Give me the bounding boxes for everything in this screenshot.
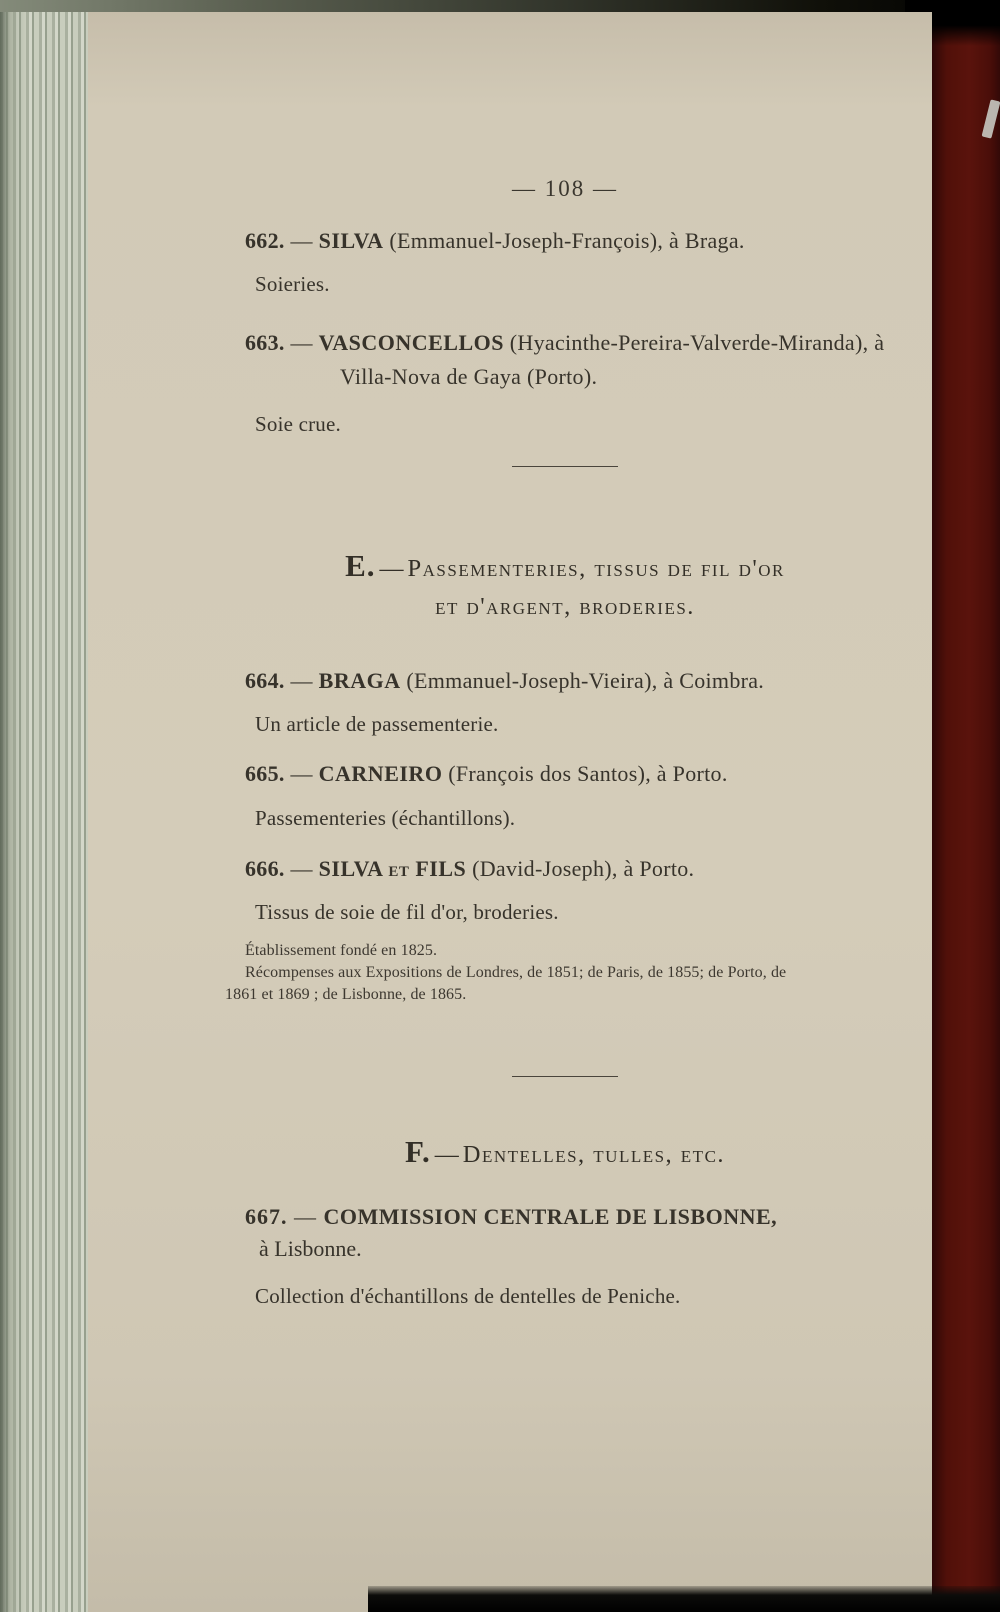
dash: — xyxy=(379,556,404,582)
note-awards: Récompenses aux Expositions de Londres, de 1851; de Paris, de 1855; de Porto, de 1861 et 1869 ; de Lisbonne, de 1865. xyxy=(225,964,787,1003)
section-title: Dentelles, tulles, etc. xyxy=(462,1141,726,1168)
section-header-f xyxy=(245,1134,885,1170)
entry-detail: Soie crue. xyxy=(255,412,341,436)
exhibitor-name: COMMISSION CENTRALE DE LISBONNE, xyxy=(323,1204,778,1229)
entry-number: 662. xyxy=(245,228,285,253)
section-title-line2 xyxy=(245,593,885,621)
separator-rule xyxy=(245,466,885,467)
separator-rule xyxy=(245,1076,885,1077)
dash: — xyxy=(290,761,313,786)
section-title-line1 xyxy=(245,1134,885,1170)
section-letter: E. xyxy=(345,548,376,583)
entry-detail: Soieries. xyxy=(255,272,330,296)
page-number: — 108 — xyxy=(512,176,618,201)
entry-number: 665. xyxy=(245,761,285,786)
note-founded: Établissement fondé en 1825. xyxy=(245,942,438,959)
section-title-line1 xyxy=(245,548,885,584)
catalog-entry-663 xyxy=(245,326,885,394)
entry-rest: (François dos Santos), à Porto. xyxy=(448,761,728,786)
entry-rest: (Emmanuel-Joseph-Vieira), à Coimbra. xyxy=(406,668,765,693)
section-title: et d'argent, broderies. xyxy=(435,593,695,620)
entry-number: 666. xyxy=(245,856,285,881)
dash: — xyxy=(290,228,313,253)
exhibitor-name: SILVA xyxy=(318,228,384,253)
exhibitor-name: SILVA et FILS xyxy=(318,856,467,881)
catalog-entry-665 xyxy=(245,757,885,791)
exhibitor-name: CARNEIRO xyxy=(318,761,443,786)
dash: — xyxy=(290,856,313,881)
entry-number: 664. xyxy=(245,668,285,693)
catalog-entry-667 xyxy=(245,1200,885,1234)
entry-address: à Lisbonne. xyxy=(259,1236,362,1261)
entry-detail: Un article de passementerie. xyxy=(255,712,499,736)
entry-number: 663. xyxy=(245,330,285,355)
dash: — xyxy=(290,668,313,693)
entry-notes xyxy=(225,940,815,1006)
catalog-entry-666 xyxy=(245,852,885,886)
scan-shadow-bottom xyxy=(368,1586,1000,1612)
dash: — xyxy=(290,330,313,355)
section-title: Passementeries, tissus de fil d'or xyxy=(407,555,785,582)
catalog-entry-664 xyxy=(245,664,885,698)
exhibitor-name: BRAGA xyxy=(318,668,401,693)
catalog-entry-662 xyxy=(245,224,885,258)
exhibitor-name: VASCONCELLOS xyxy=(318,330,504,355)
section-header-e xyxy=(245,548,885,621)
entry-detail: Passementeries (échantillons). xyxy=(255,806,516,830)
entry-detail: Collection d'échantillons de dentelles de Peniche. xyxy=(255,1284,681,1308)
entry-detail: Tissus de soie de fil d'or, broderies. xyxy=(255,900,559,924)
entry-rest: (Hyacinthe-Pereira-Valverde-Miranda), à Villa-Nova de Gaya (Porto). xyxy=(340,330,885,390)
entry-rest: (David-Joseph), à Porto. xyxy=(472,856,695,881)
page-surface xyxy=(88,12,932,1612)
dash: — xyxy=(434,1142,459,1168)
entry-rest: (Emmanuel-Joseph-François), à Braga. xyxy=(389,228,745,253)
page-stack-edges xyxy=(0,12,88,1612)
section-letter: F. xyxy=(404,1134,431,1169)
entry-number: 667. xyxy=(245,1204,288,1229)
book-cover-edge xyxy=(932,0,1000,1612)
dash: — xyxy=(294,1204,317,1229)
